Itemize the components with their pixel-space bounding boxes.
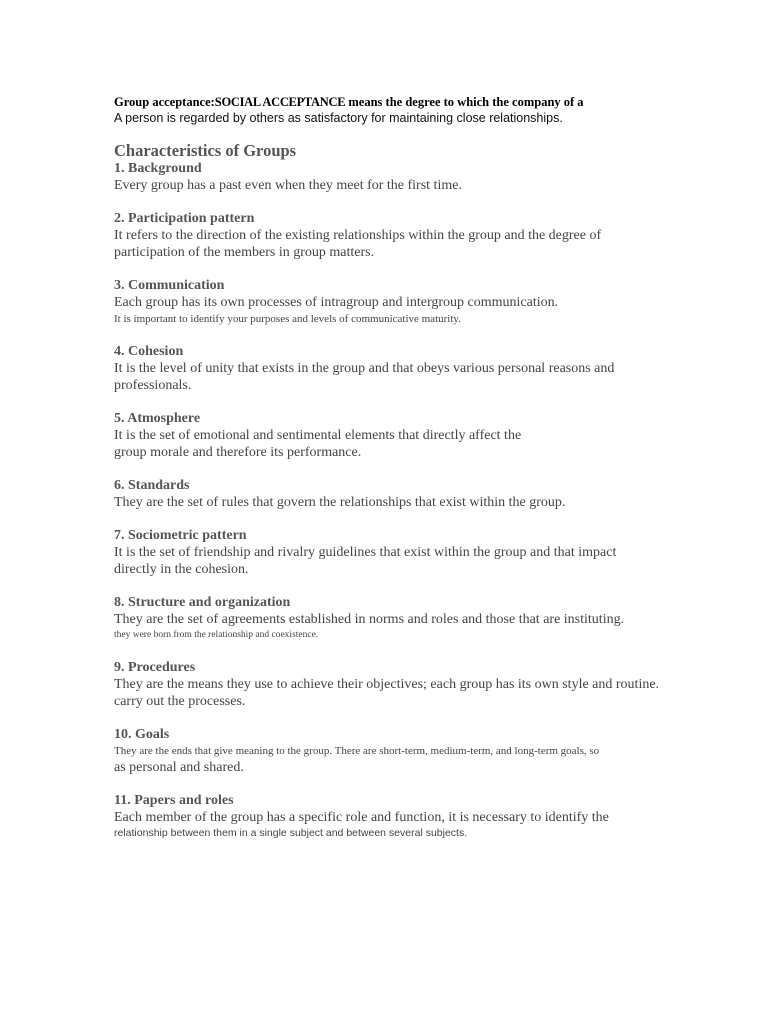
intro-paragraph <box>114 95 674 126</box>
intro-rest: means the degree to which the company of a <box>345 95 584 109</box>
intro-lead: Group acceptance: <box>114 95 215 109</box>
section-heading: 5. Atmosphere <box>114 411 201 426</box>
section-line: It is important to identify your purposes and levels of communicative maturity. <box>114 313 461 325</box>
section-heading: 4. Cohesion <box>114 344 184 359</box>
section-line: relationship between them in a single subject and between several subjects. <box>114 827 468 839</box>
section-standards <box>114 477 674 511</box>
section-line: professionals. <box>114 378 192 393</box>
section-goals <box>114 726 674 776</box>
section-line: carry out the processes. <box>114 694 246 709</box>
section-line: They are the ends that give meaning to the group. There are short-term, medium-term, and long-term goals, so <box>114 745 600 757</box>
section-procedures <box>114 659 674 710</box>
section-background <box>114 160 674 194</box>
section-sociometric-pattern <box>114 527 674 578</box>
section-line: Every group has a past even when they meet for the first time. <box>114 178 462 193</box>
intro-term: SOCIAL ACCEPTANCE <box>214 95 346 109</box>
intro-line-1 <box>114 95 674 110</box>
section-structure-and-organization <box>114 594 674 643</box>
section-heading: 3. Communication <box>114 278 225 293</box>
section-line: They are the set of agreements established in norms and roles and those that are instituting. <box>114 612 625 627</box>
section-line: They are the set of rules that govern the relationships that exist within the group. <box>114 495 566 510</box>
section-atmosphere <box>114 410 674 461</box>
section-line: as personal and shared. <box>114 760 244 775</box>
section-heading: 7. Sociometric pattern <box>114 528 247 543</box>
section-line: They are the means they use to achieve their objectives; each group has its own style and routine. <box>114 677 660 692</box>
section-line: group morale and therefore its performance. <box>114 445 362 460</box>
section-heading: 8. Structure and organization <box>114 595 291 610</box>
section-cohesion <box>114 343 674 394</box>
page-title: Characteristics of Groups <box>114 141 297 160</box>
document-page <box>114 95 674 841</box>
section-heading: 9. Procedures <box>114 660 196 675</box>
section-line: participation of the members in group matters. <box>114 245 375 260</box>
section-heading: 11. Papers and roles <box>114 793 234 808</box>
section-line: It is the set of friendship and rivalry guidelines that exist within the group and that impact <box>114 545 617 560</box>
section-communication <box>114 277 674 327</box>
section-line: directly in the cohesion. <box>114 562 249 577</box>
section-heading: 1. Background <box>114 161 202 176</box>
section-line: It is the set of emotional and sentimental elements that directly affect the <box>114 428 522 443</box>
section-line: It is the level of unity that exists in the group and that obeys various personal reasons and <box>114 361 615 376</box>
section-line: Each member of the group has a specific role and function, it is necessary to identify the <box>114 810 609 825</box>
section-heading: 10. Goals <box>114 727 170 742</box>
section-heading: 6. Standards <box>114 478 190 493</box>
section-heading: 2. Participation pattern <box>114 211 255 226</box>
section-papers-and-roles <box>114 792 674 841</box>
intro-line-2: A person is regarded by others as satisfactory for maintaining close relationships. <box>114 111 563 125</box>
section-line: they were born from the relationship and coexistence. <box>114 630 319 640</box>
section-line: Each group has its own processes of intragroup and intergroup communication. <box>114 295 559 310</box>
section-line: It refers to the direction of the existing relationships within the group and the degree of <box>114 228 602 243</box>
section-participation-pattern <box>114 210 674 261</box>
